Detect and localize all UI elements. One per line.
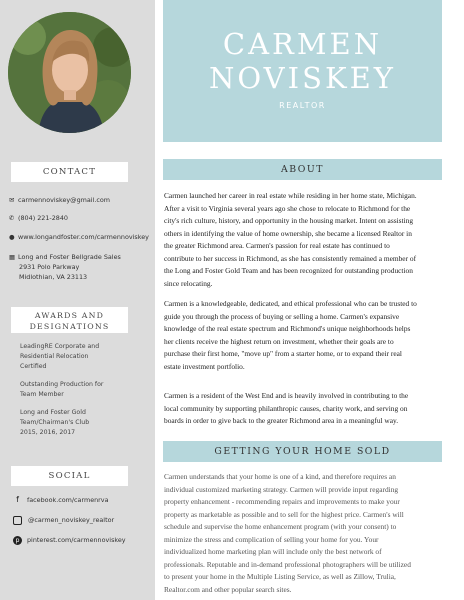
instagram-row[interactable] [11,515,114,525]
text-line: schedule and supervise the home enhancement program (with your consent) to [164,522,397,531]
office-street: 2931 Polo Parkway [19,263,80,271]
about-paragraph-3 [164,390,440,428]
sidebar [0,0,155,600]
text-line: others in identifying the value of home ownership, she became a licensed Realtor in [164,228,412,238]
text-line: individual customized marketing strategy. Carmen will provide input regarding [164,484,399,494]
awards-heading-line2: DESIGNATIONS [29,321,110,331]
text-line: to present your home in the Multiple Listing Service, as well as Zillow, Trulia, [164,572,396,581]
text-line: guide you through the process of buying or selling a home. Carmen's expansive [164,311,400,321]
agent-name [163,27,442,95]
award-line: Team Member [20,391,64,398]
text-line: Carmen is a resident of the West End and is heavily involved in contributing to the [164,391,409,400]
building-icon: ▦ [9,253,16,261]
text-line: property enhancement - recommending repairs and improvements to make your [164,497,400,506]
profile-photo [8,12,131,133]
agent-role: REALTOR [279,101,326,110]
text-line: Carmen understands that your home is one of a kind, and therefore requires an [164,472,396,481]
text-line: After a visit to Virginia several years ago she chose to relocate to Richmond for the [164,203,411,213]
email-text: carmennoviskey@gmail.com [18,196,111,204]
about-heading: ABOUT [163,159,442,180]
text-line: Realtor.com and other popular search sites. [164,584,292,594]
office-city: Midlothian, VA 23113 [19,273,88,281]
name-last: NOVISKEY [209,61,396,95]
award-line: Long and Foster Gold [20,409,86,416]
text-line: contribute to her success in Richmond, as she has consistently remained a member of [164,253,417,263]
selling-heading: GETTING YOUR HOME SOLD [163,441,442,462]
instagram-link[interactable]: @carmen_noviskey_realtor [28,516,115,524]
phone-icon: ✆ [9,214,15,222]
pinterest-row[interactable] [11,535,126,545]
text-line: professionals. Reputable and in-demand professional photographers will be utilized [164,559,411,569]
contact-heading: CONTACT [11,162,128,182]
pinterest-link[interactable]: pinterest.com/carmennoviskey [27,536,126,544]
text-line: the Long and Foster Gold Team and has been recognized for outstanding production [164,266,413,275]
name-first: CARMEN [222,27,383,61]
text-line: the greater Richmond area. Carmen's passion for real estate has continued to [164,241,390,250]
award-line: Team/Chairman's Club [20,419,90,426]
phone-row[interactable] [9,213,68,223]
text-line: property as marketable as possible and to sell for the highest price. Carmen's will [164,509,404,519]
award-line: Certified [20,363,47,370]
email-row[interactable] [9,195,110,205]
text-line: city's rich culture, history, and opportunity in the housing market. Intent on assisting [164,216,414,225]
text-line: minimize the stress and complication of selling your home for you. Your [164,534,379,544]
selling-paragraph [164,471,440,596]
text-line: individualized home marketing plan will include only the best network of [164,547,382,556]
text-line: her clients receive the highest return on investment, whether their goals are to [164,336,394,346]
pinterest-icon: p [13,536,22,545]
text-line: knowledge of the real estate spectrum and Richmond's unique neighborhoods helps [164,324,411,333]
name-header [163,0,442,142]
website-row[interactable] [9,232,149,242]
facebook-link[interactable]: facebook.com/carmenrva [27,496,109,504]
office-row [9,252,121,262]
text-line: boards in order to give back to the greater Richmond area in a meaningful way. [164,416,399,425]
facebook-icon: f [16,495,19,504]
envelope-icon: ✉ [9,196,15,204]
text-line: Carmen launched her career in real estate while residing in her home state, Michigan. [164,191,417,200]
facebook-row[interactable] [11,495,109,505]
office-name: Long and Foster Bellgrade Sales [18,253,121,261]
award-line: Outstanding Production for [20,381,104,388]
about-paragraph-1 [164,190,440,290]
text-line: since relocating. [164,278,213,288]
about-paragraph-2 [164,298,440,373]
phone-text: (804) 221-2840 [18,214,68,222]
globe-icon: ● [9,233,15,241]
text-line: estate investment portfolio. [164,361,245,371]
awards-heading [11,307,128,333]
awards-heading-line1: AWARDS AND [34,311,105,320]
award-line: 2015, 2016, 2017 [20,429,76,436]
award-line: Residential Relocation [20,353,89,360]
social-heading: SOCIAL [11,466,128,486]
website-text: www.longandfoster.com/carmennoviskey [18,233,149,241]
text-line: local community by supporting philanthropic causes, charity work, and serving on [164,403,408,413]
text-line: Carmen is a knowledgeable, dedicated, and ethical professional who can be trusted to [164,299,417,308]
award-line: LeadingRE Corporate and [20,343,100,350]
instagram-icon [13,516,22,525]
text-line: purchase their first home, "move up" from a starter home, or to expand their real [164,349,402,358]
